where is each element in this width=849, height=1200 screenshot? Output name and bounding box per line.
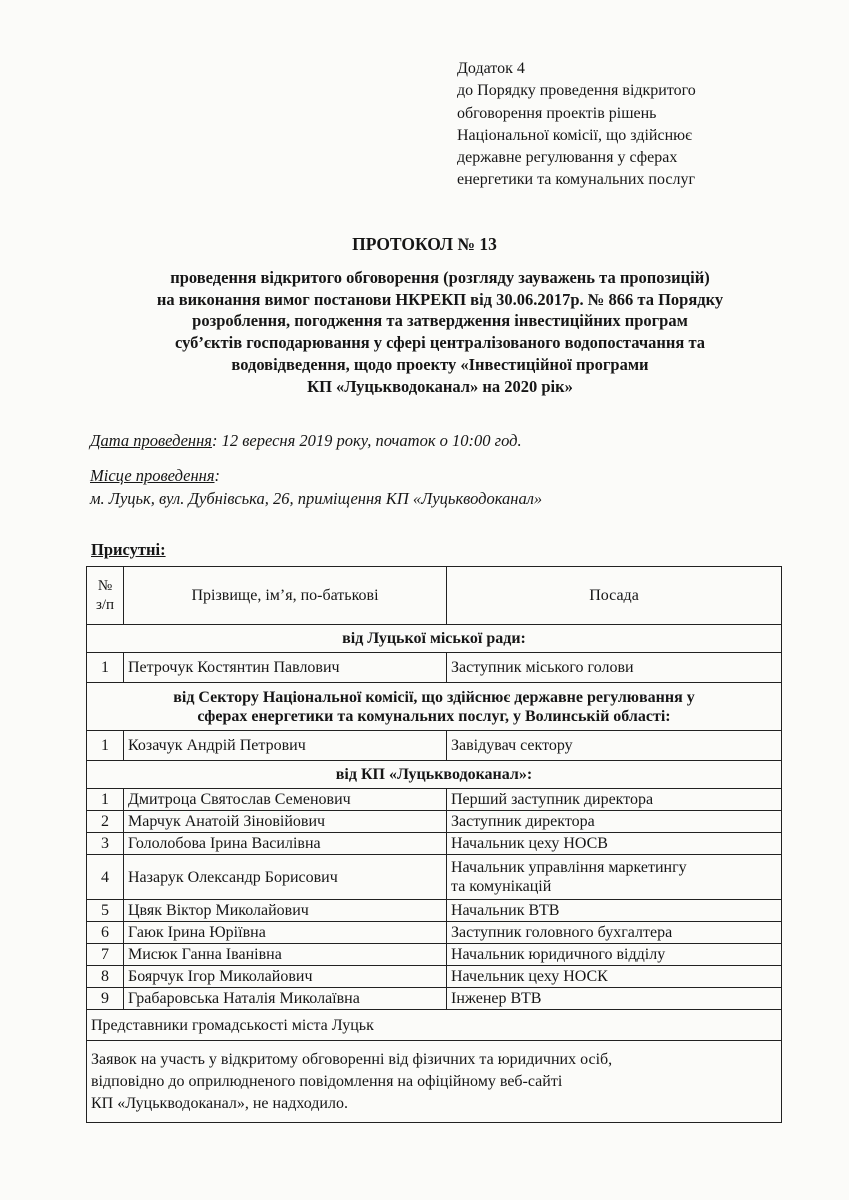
appendix-line: енергетики та комунальних послуг [457, 171, 695, 189]
place-label: Місце проведення [90, 466, 215, 485]
subtitle-line: КП «Луцькводоканал» на 2020 рік» [307, 376, 573, 396]
row-num: 7 [87, 944, 124, 966]
table-row [87, 966, 782, 988]
table-header-row [87, 567, 782, 625]
row-position [447, 855, 782, 900]
row-position-line: Начальник управління маркетингу [451, 859, 687, 876]
note-line: Заявок на участь у відкритому обговоренні від фізичних та юридичних осіб, [91, 1050, 613, 1068]
row-position-line: та комунікацій [451, 878, 552, 895]
appendix-line: державне регулювання у сферах [457, 149, 678, 167]
table-row [87, 811, 782, 833]
date-label: Дата проведення [90, 431, 212, 450]
group-title-line: від Сектору Національної комісії, що здійснює державне регулювання у [173, 688, 695, 706]
group-title: від КП «Луцькводоканал»: [87, 761, 782, 789]
table-row [87, 900, 782, 922]
row-position: Заступник директора [447, 811, 782, 833]
group-row [87, 683, 782, 731]
table-row [87, 922, 782, 944]
group-title-line: сферах енергетики та комунальних послуг, у Волинській області: [197, 707, 671, 725]
table-row [87, 855, 782, 900]
row-position: Начельник цеху НОСК [447, 966, 782, 988]
protocol-subtitle [60, 267, 820, 397]
table-row [87, 653, 782, 683]
table-row [87, 731, 782, 761]
row-num: 2 [87, 811, 124, 833]
subtitle-line: водовідведення, щодо проекту «Інвестиційної програми [231, 354, 649, 374]
table-row [87, 944, 782, 966]
meeting-place-label-line [90, 466, 220, 486]
row-num: 6 [87, 922, 124, 944]
appendix-line: обговорення проектів рішень [457, 104, 657, 122]
public-reps: Представники громадськості міста Луцьк [87, 1010, 782, 1041]
row-num: 4 [87, 855, 124, 900]
meeting-date [90, 431, 522, 451]
row-num: 1 [87, 789, 124, 811]
subtitle-line: розроблення, погодження та затвердження інвестиційних програм [192, 311, 688, 331]
appendix-line: Додаток 4 [457, 60, 525, 77]
note-line: відповідно до оприлюдненого повідомлення на офіційному веб-сайті [91, 1072, 563, 1090]
appendix-line: до Порядку проведення відкритого [457, 82, 696, 100]
row-name: Мисюк Ганна Іванівна [124, 944, 447, 966]
note-line: КП «Луцькводоканал», не надходило. [91, 1094, 348, 1112]
header-name: Прізвище, ім’я, по-батькові [124, 567, 447, 625]
row-position: Начальник ВТВ [447, 900, 782, 922]
group-row [87, 761, 782, 789]
row-position: Начальник цеху НОСВ [447, 833, 782, 855]
header-position: Посада [447, 567, 782, 625]
row-position: Заступник головного бухгалтера [447, 922, 782, 944]
header-num-bottom: з/п [95, 596, 115, 613]
row-num: 8 [87, 966, 124, 988]
row-name: Марчук Анатоій Зіновійович [124, 811, 447, 833]
subtitle-line: суб’єктів господарювання у сфері централізованого водопостачання та [174, 333, 706, 353]
row-name: Петрочук Костянтин Павлович [124, 653, 447, 683]
row-position: Завідувач сектору [447, 731, 782, 761]
row-num: 9 [87, 988, 124, 1010]
group-row [87, 625, 782, 653]
row-num: 3 [87, 833, 124, 855]
row-position: Начальник юридичного відділу [447, 944, 782, 966]
row-name: Назарук Олександр Борисович [124, 855, 447, 900]
note-row [87, 1041, 782, 1123]
public-reps-row [87, 1010, 782, 1041]
appendix-line: Національної комісії, що здійснює [457, 126, 692, 144]
attendees-table [86, 566, 782, 1123]
row-position: Інженер ВТВ [447, 988, 782, 1010]
table-row [87, 789, 782, 811]
table-row [87, 833, 782, 855]
row-num: 5 [87, 900, 124, 922]
meeting-place: м. Луцьк, вул. Дубнівська, 26, приміщення КП «Луцькводоканал» [90, 489, 543, 508]
header-num-top: № [97, 577, 113, 594]
row-name: Боярчук Ігор Миколайович [124, 966, 447, 988]
row-name: Грабаровська Наталія Миколаївна [124, 988, 447, 1010]
row-name: Цвяк Віктор Миколайович [124, 900, 447, 922]
row-name: Дмитроца Святослав Семенович [124, 789, 447, 811]
header-num [87, 567, 124, 625]
row-num: 1 [87, 731, 124, 761]
group-title [87, 683, 782, 731]
row-name: Гаюк Ірина Юріївна [124, 922, 447, 944]
row-name: Козачук Андрій Петрович [124, 731, 447, 761]
note-cell [87, 1041, 782, 1123]
group-title: від Луцької міської ради: [87, 625, 782, 653]
row-num: 1 [87, 653, 124, 683]
row-name: Гололобова Ірина Василівна [124, 833, 447, 855]
present-heading: Присутні: [91, 540, 166, 559]
subtitle-line: на виконання вимог постанови НКРЕКП від 30.06.2017р. № 866 та Порядку [156, 289, 724, 309]
appendix-block [457, 58, 777, 192]
row-position: Перший заступник директора [447, 789, 782, 811]
date-value: : 12 вересня 2019 року, початок о 10:00 год. [211, 431, 522, 450]
protocol-title: ПРОТОКОЛ № 13 [352, 234, 497, 254]
table-row [87, 988, 782, 1010]
row-position: Заступник міського голови [447, 653, 782, 683]
subtitle-line: проведення відкритого обговорення (розгляду зауважень та пропозицій) [170, 268, 710, 287]
place-colon: : [214, 466, 220, 485]
